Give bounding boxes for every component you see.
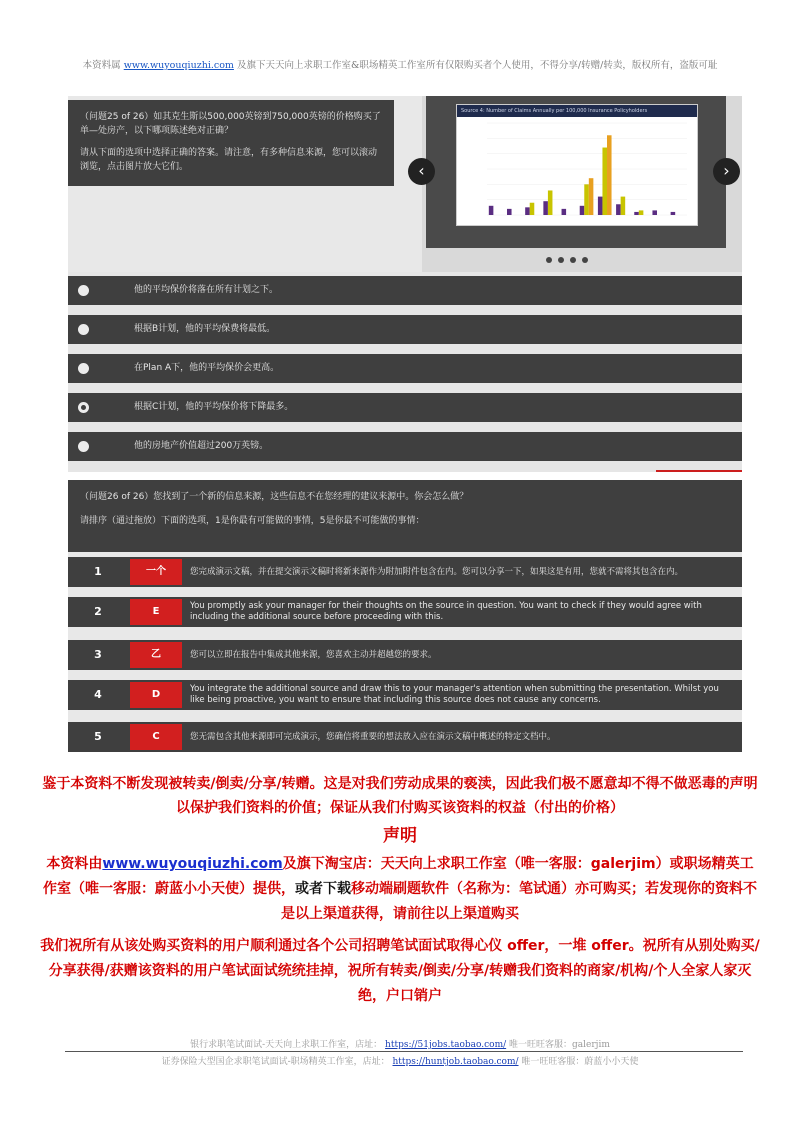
- chevron-left-icon: ‹: [418, 161, 425, 180]
- footer-service-1: 唯一旺旺客服：galerjim: [509, 1040, 610, 1050]
- rank-badge[interactable]: 乙: [130, 642, 182, 668]
- chart-bar: [589, 178, 594, 215]
- carousel-frame: [426, 96, 726, 248]
- radio-button[interactable]: [78, 324, 89, 335]
- chart-bar: [616, 204, 621, 215]
- declaration-link[interactable]: www.wuyouqiuzhi.com: [102, 856, 283, 872]
- answer-option-label: 根据C计划，他的平均保价将下降最多。: [134, 402, 294, 412]
- header-suffix: 及旗下天天向上求职工作室&职场精英工作室所有仅限购买者个人使用，不得分享/转赠/转卖，版权所有，盗版可耻: [236, 60, 718, 71]
- chart-bar: [507, 209, 512, 215]
- chart-bar: [607, 135, 612, 215]
- chart-bar: [634, 212, 639, 215]
- rank-text: 您可以立即在报告中集成其他来源，您喜欢主动并超越您的要求。: [190, 649, 437, 660]
- rank-number: 2: [94, 605, 102, 618]
- radio-button[interactable]: [78, 285, 89, 296]
- declaration-source-black: 或者下载: [295, 881, 351, 897]
- rank-text: 您无需包含其他来源即可完成演示，您确信将重要的想法放入应在演示文稿中概述的特定文档中。: [190, 731, 556, 742]
- question-25-prompt: （问题25 of 26）如其克生斯以500,000英镑到750,000英镑的价格购买了单—处房产，以下哪项陈述绝对正确？: [80, 112, 381, 136]
- footer-link-1[interactable]: https://51jobs.taobao.com/: [385, 1040, 507, 1050]
- chart-bar: [530, 203, 535, 215]
- answer-option[interactable]: [68, 315, 742, 344]
- answer-option[interactable]: [68, 354, 742, 383]
- declaration-source-b: 及旗下淘宝店：天天向上求职工作室（唯一客服：galerjim）或职场精英工作室（唯一客服：蔚蓝小小天使）提供，: [43, 856, 754, 897]
- bar-chart: [457, 117, 697, 225]
- ranking-item[interactable]: [68, 557, 742, 587]
- header-link[interactable]: www.wuyouqiuzhi.com: [123, 60, 234, 71]
- declaration-wishes: 我们祝所有从该处购买资料的用户顺利通过各个公司招聘笔试面试取得心仪 offer，一堆 offer。祝所有从别处购买/分享获得/获赠该资料的用户笔试面试统统挂掉，祝所有转卖/倒卖/分享/转赠我们资料的商家/机构/个人全家人家灭绝，户口销户: [40, 938, 760, 1004]
- rank-badge[interactable]: D: [130, 682, 182, 708]
- chart-bar: [525, 207, 530, 215]
- chart-bar: [584, 184, 589, 215]
- chart-bar: [489, 206, 494, 215]
- carousel-prev-button[interactable]: [408, 158, 435, 185]
- carousel-dot[interactable]: [582, 257, 588, 263]
- rank-text: 您完成演示文稿，并在提交演示文稿时将新来源作为附加附件包含在内。您可以分享一下，如果这是有用，您就不需将其包含在内。: [190, 566, 684, 577]
- answer-option-label: 在Plan A下，他的平均保价会更高。: [134, 363, 280, 373]
- question-26-prompt: （问题26 of 26）您找到了一个新的信息来源，这些信息不在您经理的建议来源中。你会怎么做？: [80, 492, 469, 502]
- chevron-right-icon: ›: [723, 161, 730, 180]
- header-prefix: 本资料属: [82, 60, 121, 71]
- source-chart-image[interactable]: [456, 104, 698, 226]
- divider-accent: [656, 470, 742, 472]
- answer-option-label: 他的房地产价值超过200万英镑。: [134, 441, 269, 451]
- chart-bar: [548, 190, 553, 215]
- rank-number: 5: [94, 730, 102, 743]
- question-25-text: [68, 100, 394, 186]
- rank-text: You promptly ask your manager for their thoughts on the source in question. You want to check if they would agree with including the additional source before proceeding with this.: [190, 601, 702, 622]
- answer-option[interactable]: [68, 393, 742, 422]
- radio-button[interactable]: [78, 441, 89, 452]
- rank-number: 4: [94, 688, 102, 701]
- footer-service-2: 唯一旺旺客服：蔚蓝小小天使: [521, 1057, 639, 1067]
- rank-text: You integrate the additional source and draw this to your manager's attention when submitting the presentation. Whilst you like being proactive, you want to ensure that including this source does not cause any concerns.: [190, 684, 719, 705]
- chart-bar: [671, 212, 676, 215]
- footer-line-1: [0, 1037, 800, 1050]
- carousel-pagination: [546, 248, 594, 267]
- rank-number: 3: [94, 648, 102, 661]
- rank-badge[interactable]: C: [130, 724, 182, 750]
- declaration-source: [40, 852, 760, 927]
- footer-shop-2: 证券保险大型国企求职笔试面试-职场精英工作室，店址：: [161, 1057, 390, 1067]
- ranking-item[interactable]: [68, 722, 742, 752]
- rank-badge[interactable]: E: [130, 599, 182, 625]
- question-25-instruction: 请从下面的选项中选择正确的答案。请注意，有多种信息来源，您可以滚动浏览，点击图片放大它们。: [80, 148, 378, 172]
- chart-bar: [598, 197, 603, 215]
- rank-badge[interactable]: 一个: [130, 559, 182, 585]
- declaration-source-a: 本资料由: [46, 856, 103, 872]
- chart-bar: [621, 197, 626, 215]
- radio-button-selected[interactable]: [78, 402, 89, 413]
- chart-bar: [562, 209, 567, 215]
- carousel-dot[interactable]: [558, 257, 564, 263]
- answer-option[interactable]: [68, 276, 742, 305]
- declaration-title: 声明: [383, 826, 417, 846]
- chart-title: Source 4: Number of Claims Annually per 100,000 Insurance Policyholders: [457, 105, 697, 117]
- ranking-item[interactable]: [68, 597, 742, 627]
- footer-link-2[interactable]: https://huntjob.taobao.com/: [392, 1057, 519, 1067]
- answer-option[interactable]: [68, 432, 742, 461]
- declaration-source-c: 移动端刷题软件（名称为：笔试通）亦可购买；若发现你的资料不是以上渠道获得，请前往以上渠道购买: [281, 881, 757, 922]
- footer-line-2: [0, 1054, 800, 1067]
- footer-shop-1: 银行求职笔试面试-天天向上求职工作室，店址：: [190, 1040, 383, 1050]
- document-header: [0, 57, 800, 71]
- radio-button[interactable]: [78, 363, 89, 374]
- answer-option-label: 根据B计划，他的平均保费将最低。: [134, 324, 276, 334]
- ranking-item[interactable]: [68, 640, 742, 670]
- question-26-text: [68, 480, 742, 552]
- chart-bar: [652, 210, 657, 215]
- carousel-next-button[interactable]: [713, 158, 740, 185]
- chart-bar: [639, 210, 644, 215]
- question-26-instruction: 请排序（通过拖放）下面的选项，1是你最有可能做的事情，5是你最不可能做的事情：: [80, 516, 425, 526]
- rank-number: 1: [94, 565, 102, 578]
- question-25-panel: [68, 96, 742, 272]
- carousel-dot[interactable]: [546, 257, 552, 263]
- carousel-dot[interactable]: [570, 257, 576, 263]
- footer-divider: [65, 1051, 743, 1052]
- chart-bar: [602, 148, 607, 215]
- answer-option-label: 他的平均保价将落在所有计划之下。: [134, 285, 279, 295]
- chart-bar: [580, 206, 585, 215]
- source-carousel: [418, 96, 742, 272]
- ranking-item[interactable]: [68, 680, 742, 710]
- declaration-intro: 鉴于本资料不断发现被转卖/倒卖/分享/转赠。这是对我们劳动成果的亵渎，因此我们极不愿意却不得不做恶毒的声明以保护我们资料的价值；保证从我们付购买该资料的权益（付出的价格）: [42, 776, 758, 816]
- chart-bar: [543, 201, 548, 215]
